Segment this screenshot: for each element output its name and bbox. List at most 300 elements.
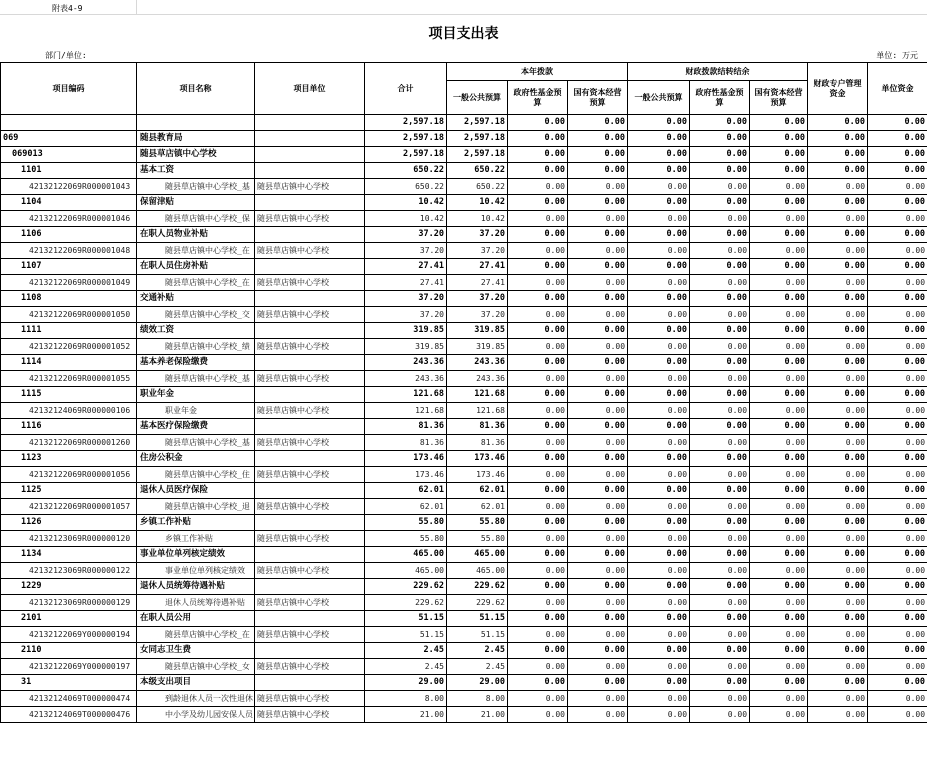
table-row [1,163,927,179]
amount-cell: 0.00 [690,659,750,675]
amount-cell: 0.00 [568,611,628,627]
amount-cell: 0.00 [750,547,808,563]
project-org-cell: 随县草店镇中心学校 [255,307,365,323]
project-code-cell: 1104 [1,195,137,211]
project-name-cell: 保留津贴 [137,195,255,211]
project-code-cell: 42132123069R000000120 [1,531,137,547]
amount-cell: 0.00 [808,435,868,451]
amount-cell: 465.00 [447,547,508,563]
project-name-cell: 随县草店镇中心学校_保 [137,211,255,227]
project-name-cell: 到龄退休人员一次性退休 [137,691,255,707]
amount-cell: 0.00 [750,163,808,179]
project-org-cell: 随县草店镇中心学校 [255,595,365,611]
project-org-cell [255,515,365,531]
amount-cell: 51.15 [447,627,508,643]
amount-cell: 0.00 [690,483,750,499]
amount-cell: 0.00 [628,179,690,195]
amount-cell: 0.00 [808,371,868,387]
amount-cell: 0.00 [568,435,628,451]
col-g1-general: 一般公共预算 [447,81,508,115]
amount-cell: 0.00 [690,195,750,211]
project-code-cell: 1126 [1,515,137,531]
amount-cell: 0.00 [868,547,927,563]
total-cell: 650.22 [365,179,447,195]
table-row [1,691,927,707]
amount-cell: 465.00 [447,563,508,579]
project-code-cell: 1115 [1,387,137,403]
total-cell: 465.00 [365,563,447,579]
col-org: 项目单位 [255,63,365,115]
amount-cell: 0.00 [628,403,690,419]
project-org-cell [255,451,365,467]
amount-cell: 0.00 [750,499,808,515]
amount-cell: 0.00 [628,579,690,595]
amount-cell: 0.00 [508,611,568,627]
amount-cell: 0.00 [750,579,808,595]
project-org-cell [255,131,365,147]
project-code-cell: 1106 [1,227,137,243]
total-cell: 29.00 [365,675,447,691]
amount-cell: 37.20 [447,243,508,259]
project-org-cell: 随县草店镇中心学校 [255,339,365,355]
project-name-cell: 基本工资 [137,163,255,179]
project-name-cell: 随县草店镇中心学校 [137,147,255,163]
amount-cell: 0.00 [508,115,568,131]
table-row [1,659,927,675]
amount-cell: 62.01 [447,499,508,515]
amount-cell: 0.00 [690,259,750,275]
amount-cell: 0.00 [628,195,690,211]
total-cell: 173.46 [365,467,447,483]
amount-cell: 0.00 [690,499,750,515]
project-org-cell: 随县草店镇中心学校 [255,691,365,707]
amount-cell: 0.00 [868,387,927,403]
project-org-cell [255,291,365,307]
amount-cell: 0.00 [568,115,628,131]
total-cell: 27.41 [365,259,447,275]
amount-cell: 55.80 [447,531,508,547]
amount-cell: 0.00 [690,579,750,595]
project-code-cell: 42132122069R000001046 [1,211,137,227]
table-row [1,451,927,467]
amount-cell: 0.00 [508,531,568,547]
project-name-cell: 在职人员物业补贴 [137,227,255,243]
amount-cell: 0.00 [750,371,808,387]
amount-cell: 0.00 [868,131,927,147]
amount-cell: 0.00 [808,355,868,371]
amount-cell: 0.00 [868,227,927,243]
amount-cell: 0.00 [750,243,808,259]
amount-cell: 37.20 [447,291,508,307]
amount-cell: 0.00 [750,195,808,211]
amount-cell: 0.00 [868,451,927,467]
amount-cell: 0.00 [868,643,927,659]
amount-cell: 0.00 [868,147,927,163]
total-cell: 37.20 [365,291,447,307]
amount-cell: 0.00 [568,323,628,339]
amount-cell: 0.00 [808,579,868,595]
amount-cell: 0.00 [690,531,750,547]
amount-cell: 0.00 [628,515,690,531]
table-row [1,563,927,579]
col-g2-general: 一般公共预算 [628,81,690,115]
grid-cell [0,0,137,14]
project-org-cell [255,227,365,243]
amount-cell: 0.00 [508,355,568,371]
project-code-cell: 42132123069R000000122 [1,563,137,579]
project-org-cell: 随县草店镇中心学校 [255,659,365,675]
amount-cell: 0.00 [628,435,690,451]
project-org-cell: 随县草店镇中心学校 [255,403,365,419]
project-name-cell: 乡镇工作补贴 [137,515,255,531]
amount-cell: 0.00 [508,227,568,243]
amount-cell: 0.00 [628,243,690,259]
project-code-cell: 1125 [1,483,137,499]
total-cell: 27.41 [365,275,447,291]
project-org-cell: 随县草店镇中心学校 [255,531,365,547]
amount-cell: 0.00 [868,307,927,323]
project-code-cell: 1111 [1,323,137,339]
amount-cell: 0.00 [690,691,750,707]
amount-cell: 0.00 [628,147,690,163]
amount-cell: 0.00 [690,387,750,403]
amount-cell: 0.00 [508,595,568,611]
project-org-cell: 随县草店镇中心学校 [255,275,365,291]
amount-cell: 0.00 [690,355,750,371]
amount-cell: 0.00 [508,147,568,163]
col-total: 合计 [365,63,447,115]
amount-cell: 0.00 [750,563,808,579]
project-org-cell: 随县草店镇中心学校 [255,499,365,515]
amount-cell: 121.68 [447,403,508,419]
amount-cell: 0.00 [628,227,690,243]
project-org-cell: 随县草店镇中心学校 [255,627,365,643]
amount-cell: 0.00 [628,659,690,675]
amount-cell: 0.00 [750,307,808,323]
project-org-cell: 随县草店镇中心学校 [255,371,365,387]
amount-cell: 0.00 [750,515,808,531]
total-cell: 51.15 [365,627,447,643]
table-row [1,131,927,147]
total-cell: 21.00 [365,707,447,723]
amount-cell: 0.00 [750,467,808,483]
amount-cell: 0.00 [690,419,750,435]
project-expense-table [0,62,927,723]
table-row [1,211,927,227]
amount-cell: 0.00 [750,387,808,403]
table-row [1,291,927,307]
amount-cell: 0.00 [508,547,568,563]
amount-cell: 0.00 [690,211,750,227]
amount-cell: 0.00 [868,339,927,355]
project-org-cell [255,643,365,659]
amount-cell: 0.00 [808,131,868,147]
table-row [1,195,927,211]
amount-cell: 0.00 [628,355,690,371]
amount-cell: 0.00 [508,323,568,339]
table-row [1,227,927,243]
amount-cell: 0.00 [508,659,568,675]
amount-cell: 0.00 [808,707,868,723]
total-cell: 55.80 [365,531,447,547]
project-name-cell: 随县草店镇中心学校_交 [137,307,255,323]
col-special: 财政专户管理资金 [808,63,868,115]
table-row [1,547,927,563]
amount-cell: 0.00 [868,467,927,483]
total-cell: 81.36 [365,419,447,435]
amount-cell: 0.00 [750,355,808,371]
amount-cell: 0.00 [750,643,808,659]
amount-cell: 0.00 [750,259,808,275]
amount-cell: 0.00 [750,419,808,435]
amount-cell: 2.45 [447,659,508,675]
amount-cell: 0.00 [628,259,690,275]
table-row [1,115,927,131]
amount-cell: 243.36 [447,371,508,387]
total-cell: 62.01 [365,499,447,515]
unit-row [0,45,927,62]
amount-cell: 0.00 [690,675,750,691]
amount-cell: 0.00 [750,595,808,611]
amount-cell: 0.00 [868,403,927,419]
total-cell: 37.20 [365,307,447,323]
col-code: 项目编码 [1,63,137,115]
amount-cell: 0.00 [508,643,568,659]
amount-cell: 0.00 [508,499,568,515]
amount-cell: 0.00 [868,291,927,307]
project-name-cell: 随县草店镇中心学校_在 [137,627,255,643]
amount-cell: 0.00 [568,275,628,291]
amount-cell: 0.00 [868,323,927,339]
amount-cell: 0.00 [568,227,628,243]
amount-cell: 0.00 [750,611,808,627]
amount-cell: 0.00 [808,419,868,435]
amount-cell: 0.00 [568,707,628,723]
amount-cell: 0.00 [508,627,568,643]
amount-cell: 0.00 [868,627,927,643]
amount-cell: 0.00 [568,675,628,691]
amount-cell: 0.00 [568,211,628,227]
project-name-cell: 随县草店镇中心学校_绩 [137,339,255,355]
amount-cell: 0.00 [808,211,868,227]
amount-cell: 0.00 [690,595,750,611]
amount-cell: 0.00 [808,243,868,259]
project-org-cell: 随县草店镇中心学校 [255,467,365,483]
amount-cell: 0.00 [750,483,808,499]
project-code-cell: 42132122069R000001055 [1,371,137,387]
amount-cell: 55.80 [447,515,508,531]
table-row [1,387,927,403]
amount-cell: 0.00 [568,307,628,323]
amount-cell: 0.00 [568,547,628,563]
amount-cell: 0.00 [808,387,868,403]
amount-cell: 0.00 [568,451,628,467]
amount-cell: 0.00 [808,323,868,339]
amount-cell: 0.00 [868,195,927,211]
table-row [1,323,927,339]
project-org-cell [255,611,365,627]
project-name-cell [137,115,255,131]
project-org-cell [255,675,365,691]
amount-cell: 0.00 [508,243,568,259]
amount-cell: 0.00 [508,419,568,435]
project-org-cell: 随县草店镇中心学校 [255,707,365,723]
table-row [1,419,927,435]
amount-cell: 0.00 [690,547,750,563]
project-name-cell: 退休人员医疗保险 [137,483,255,499]
project-code-cell: 42132122069R000001050 [1,307,137,323]
amount-cell: 0.00 [628,691,690,707]
project-org-cell [255,163,365,179]
total-cell: 173.46 [365,451,447,467]
amount-cell: 0.00 [808,627,868,643]
amount-cell: 0.00 [690,403,750,419]
total-cell: 2.45 [365,659,447,675]
table-row [1,467,927,483]
amount-cell: 0.00 [690,307,750,323]
amount-cell: 0.00 [808,403,868,419]
amount-cell: 10.42 [447,211,508,227]
amount-cell: 0.00 [508,307,568,323]
project-org-cell: 随县草店镇中心学校 [255,243,365,259]
amount-cell: 229.62 [447,579,508,595]
amount-cell: 0.00 [808,467,868,483]
project-org-cell [255,323,365,339]
amount-cell: 0.00 [690,563,750,579]
amount-cell: 0.00 [568,627,628,643]
amount-cell: 81.36 [447,435,508,451]
amount-cell: 0.00 [568,131,628,147]
project-name-cell: 乡镇工作补贴 [137,531,255,547]
project-code-cell: 2110 [1,643,137,659]
amount-cell: 0.00 [750,451,808,467]
amount-cell: 62.01 [447,483,508,499]
amount-cell: 0.00 [808,163,868,179]
amount-cell: 0.00 [868,355,927,371]
project-org-cell [255,115,365,131]
amount-cell: 0.00 [568,419,628,435]
amount-cell: 0.00 [568,483,628,499]
amount-cell: 0.00 [508,515,568,531]
total-cell: 319.85 [365,323,447,339]
amount-cell: 0.00 [750,275,808,291]
amount-cell: 0.00 [750,291,808,307]
amount-cell: 2.45 [447,643,508,659]
amount-cell: 0.00 [628,131,690,147]
title-row [0,15,927,45]
amount-cell: 0.00 [628,483,690,499]
table-row [1,531,927,547]
amount-cell: 0.00 [568,691,628,707]
amount-cell: 0.00 [750,435,808,451]
project-code-cell [1,115,137,131]
amount-cell: 8.00 [447,691,508,707]
project-name-cell: 退休人员统筹待遇补贴 [137,595,255,611]
total-cell: 229.62 [365,579,447,595]
project-code-cell: 069013 [1,147,137,163]
amount-cell: 0.00 [628,339,690,355]
amount-cell: 0.00 [750,675,808,691]
project-code-cell: 2101 [1,611,137,627]
project-code-cell: 069 [1,131,137,147]
table-row [1,307,927,323]
amount-cell: 0.00 [628,595,690,611]
amount-cell: 0.00 [568,147,628,163]
total-cell: 2.45 [365,643,447,659]
amount-cell: 0.00 [868,659,927,675]
amount-cell: 0.00 [690,147,750,163]
attachment-note: 附表4-9 [52,4,83,13]
amount-cell: 0.00 [808,595,868,611]
amount-cell: 0.00 [508,403,568,419]
project-code-cell: 42132122069R000001049 [1,275,137,291]
amount-cell: 2,597.18 [447,131,508,147]
table-row [1,259,927,275]
project-name-cell: 随县草店镇中心学校_在 [137,275,255,291]
table-row [1,499,927,515]
amount-cell: 0.00 [568,403,628,419]
amount-cell: 0.00 [508,579,568,595]
project-name-cell: 在职人员公用 [137,611,255,627]
amount-cell: 0.00 [628,163,690,179]
amount-cell: 0.00 [808,659,868,675]
amount-cell: 0.00 [808,179,868,195]
amount-cell: 0.00 [628,643,690,659]
amount-cell: 0.00 [508,435,568,451]
project-name-cell: 在职人员住房补贴 [137,259,255,275]
amount-cell: 0.00 [750,691,808,707]
col-g2-fund: 政府性基金预算 [690,81,750,115]
project-name-cell: 随县草店镇中心学校_退 [137,499,255,515]
project-org-cell: 随县草店镇中心学校 [255,179,365,195]
amount-cell: 0.00 [568,371,628,387]
project-org-cell: 随县草店镇中心学校 [255,435,365,451]
col-name: 项目名称 [137,63,255,115]
amount-cell: 0.00 [868,691,927,707]
project-name-cell: 随县草店镇中心学校_基 [137,371,255,387]
amount-cell: 0.00 [628,387,690,403]
page-title: 项目支出表 [428,26,499,42]
project-code-cell: 42132122069Y000000194 [1,627,137,643]
amount-cell: 81.36 [447,419,508,435]
amount-cell: 0.00 [568,243,628,259]
total-cell: 121.68 [365,387,447,403]
note-row [0,0,927,15]
amount-cell: 0.00 [508,691,568,707]
amount-cell: 0.00 [690,291,750,307]
amount-cell: 0.00 [808,275,868,291]
total-cell: 2,597.18 [365,147,447,163]
table-row [1,627,927,643]
total-cell: 2,597.18 [365,115,447,131]
project-name-cell: 基本医疗保险缴费 [137,419,255,435]
amount-cell: 0.00 [808,499,868,515]
project-code-cell: 1101 [1,163,137,179]
table-row [1,579,927,595]
total-cell: 465.00 [365,547,447,563]
project-org-cell [255,259,365,275]
total-cell: 229.62 [365,595,447,611]
amount-cell: 0.00 [628,563,690,579]
amount-cell: 0.00 [750,115,808,131]
amount-cell: 0.00 [868,531,927,547]
project-name-cell: 随县草店镇中心学校_基 [137,179,255,195]
amount-cell: 0.00 [750,227,808,243]
amount-cell: 0.00 [868,579,927,595]
project-name-cell: 随县教育局 [137,131,255,147]
amount-cell: 0.00 [808,307,868,323]
amount-cell: 0.00 [808,691,868,707]
